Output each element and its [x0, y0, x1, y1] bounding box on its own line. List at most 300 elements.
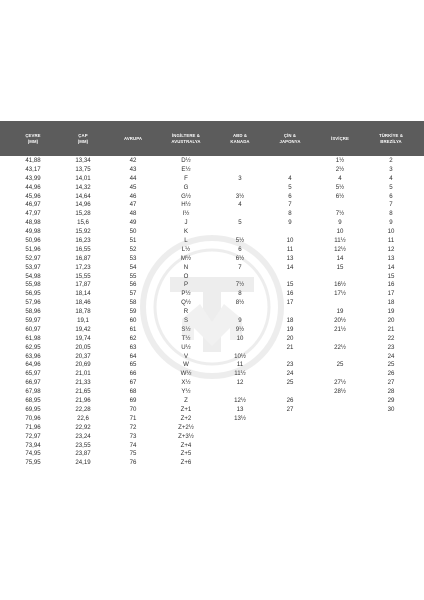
table-row	[0, 255, 424, 264]
cell-isvicre	[327, 299, 353, 308]
cell-cevre: 48,98	[25, 219, 41, 227]
cell-ingiltere: N	[183, 263, 189, 271]
cell-ingiltere: H½	[181, 201, 191, 209]
header-ingiltere-avustralya: İNGİLTERE & AVUSTRALYA	[171, 132, 201, 144]
cell-cin	[277, 388, 303, 397]
cell-cin	[277, 308, 303, 317]
cell-turkiye	[378, 450, 404, 459]
cell-cap: 21,65	[75, 388, 91, 396]
cell-cap: 23,24	[75, 432, 91, 440]
cell-abd: 3½	[235, 192, 245, 200]
cell-cevre: 65,97	[25, 370, 41, 378]
cell-cin	[277, 424, 303, 433]
table-row	[0, 246, 424, 255]
cell-isvicre: 12½	[334, 245, 346, 253]
cell-turkiye: 22	[387, 334, 395, 342]
cell-cevre: 50,96	[25, 237, 41, 245]
cell-ingiltere: G½	[181, 192, 191, 200]
table-row	[0, 308, 424, 317]
cell-ingiltere: V	[183, 352, 189, 360]
cell-abd	[227, 228, 253, 237]
table-row	[0, 442, 424, 451]
cell-cin: 9	[288, 219, 292, 227]
cell-cin: 25	[286, 379, 294, 387]
cell-isvicre	[327, 370, 353, 379]
cell-ingiltere: Q½	[181, 299, 191, 307]
cell-avrupa: 66	[129, 370, 137, 378]
cell-cevre: 70,96	[25, 414, 41, 422]
cell-turkiye: 19	[387, 308, 395, 316]
cell-avrupa: 43	[129, 165, 137, 173]
cell-ingiltere: X½	[181, 379, 191, 387]
table-row	[0, 415, 424, 424]
cell-cap: 22,6	[77, 414, 89, 422]
cell-ingiltere: K	[183, 228, 189, 236]
table-row	[0, 335, 424, 344]
table-row	[0, 450, 424, 459]
cell-abd: 6½	[235, 254, 245, 262]
cell-isvicre	[327, 415, 353, 424]
cell-turkiye: 26	[387, 370, 395, 378]
cell-isvicre	[327, 335, 353, 344]
cell-turkiye: 27	[387, 379, 395, 387]
cell-ingiltere: O	[183, 272, 189, 280]
cell-abd	[227, 308, 253, 317]
cell-abd: 8½	[235, 299, 245, 307]
cell-cap: 17,87	[75, 281, 91, 289]
cell-turkiye	[378, 459, 404, 468]
cell-turkiye: 14	[387, 263, 395, 271]
cell-isvicre: 9	[338, 219, 342, 227]
cell-avrupa: 75	[129, 450, 137, 458]
cell-cap: 22,28	[75, 405, 91, 413]
table-row	[0, 361, 424, 370]
table-header	[0, 121, 424, 156]
cell-cevre: 47,97	[25, 210, 41, 218]
cell-avrupa: 54	[129, 263, 137, 271]
cell-abd: 8	[238, 290, 242, 298]
cell-ingiltere: P½	[181, 290, 191, 298]
cell-abd: 7½	[235, 281, 245, 289]
cell-cap: 14,64	[75, 192, 91, 200]
cell-cin: 13	[286, 254, 294, 262]
cell-abd: 6	[238, 245, 242, 253]
table-row	[0, 175, 424, 184]
cell-isvicre: 21½	[334, 325, 346, 333]
table-row	[0, 397, 424, 406]
cell-ingiltere: Z+4	[180, 441, 192, 449]
cell-turkiye: 2	[389, 157, 393, 164]
cell-cevre: 74,95	[25, 450, 41, 458]
cell-isvicre	[327, 353, 353, 362]
cell-cevre: 57,96	[25, 299, 41, 307]
cell-turkiye: 12	[387, 245, 395, 253]
table-row	[0, 317, 424, 326]
cell-isvicre: 25	[336, 361, 344, 369]
cell-avrupa: 51	[129, 237, 137, 245]
cell-abd: 5	[238, 219, 242, 227]
cell-isvicre: 2½	[335, 165, 345, 173]
table-row	[0, 264, 424, 273]
cell-turkiye: 11	[387, 237, 395, 245]
cell-isvicre	[327, 397, 353, 406]
cell-avrupa: 48	[129, 210, 137, 218]
table-row	[0, 370, 424, 379]
cell-cin: 24	[286, 370, 294, 378]
cell-ingiltere: Z+1	[180, 405, 192, 413]
cell-ingiltere: J	[184, 219, 188, 227]
cell-abd: 13½	[234, 414, 246, 422]
cell-ingiltere: G	[183, 183, 189, 191]
cell-cevre: 69,95	[25, 405, 41, 413]
cell-cin: 21	[286, 343, 294, 351]
cell-avrupa: 59	[129, 308, 137, 316]
cell-abd	[227, 450, 253, 459]
cell-avrupa: 64	[129, 352, 137, 360]
cell-abd	[227, 424, 253, 433]
cell-avrupa: 68	[129, 388, 137, 396]
cell-abd: 10	[236, 334, 244, 342]
cell-isvicre: 19	[336, 308, 344, 316]
table-row	[0, 237, 424, 246]
cell-isvicre: 14	[336, 254, 344, 262]
cell-ingiltere: T½	[181, 334, 191, 342]
cell-abd	[227, 388, 253, 397]
cell-cevre: 44,96	[25, 183, 41, 191]
cell-abd: 11½	[234, 370, 246, 378]
header-isvicre: İSVİÇRE	[331, 135, 349, 141]
cell-cevre: 73,94	[25, 441, 41, 449]
cell-abd: 13	[236, 405, 244, 413]
cell-turkiye: 8	[389, 210, 393, 218]
cell-turkiye: 9	[389, 219, 393, 227]
cell-cap: 15,55	[75, 272, 91, 280]
cell-abd: 4	[238, 201, 242, 209]
cell-abd	[227, 166, 253, 175]
cell-cin: 10	[286, 237, 294, 245]
cell-isvicre: 17½	[334, 290, 346, 298]
header-cap: ÇAP (MM)	[77, 132, 89, 144]
cell-cap: 20,69	[75, 361, 91, 369]
table-row	[0, 290, 424, 299]
cell-cevre: 55,98	[25, 281, 41, 289]
cell-turkiye: 4	[389, 174, 393, 182]
cell-abd	[227, 459, 253, 468]
cell-abd	[227, 433, 253, 442]
cell-ingiltere: S½	[181, 325, 191, 333]
table-row	[0, 424, 424, 433]
table-row	[0, 388, 424, 397]
cell-avrupa: 74	[129, 441, 137, 449]
cell-cevre: 64,96	[25, 361, 41, 369]
cell-abd	[227, 157, 253, 166]
cell-avrupa: 67	[129, 379, 137, 387]
cell-cap: 20,05	[75, 343, 91, 351]
cell-ingiltere: E½	[181, 165, 191, 173]
cell-cin: 19	[286, 325, 294, 333]
cell-avrupa: 42	[129, 157, 137, 164]
cell-cap: 14,32	[75, 183, 91, 191]
cell-isvicre	[327, 433, 353, 442]
table-row	[0, 219, 424, 228]
cell-abd	[227, 184, 253, 193]
table-row	[0, 379, 424, 388]
cell-ingiltere: Z	[184, 397, 188, 405]
cell-cap: 16,55	[75, 245, 91, 253]
cell-ingiltere: M½	[180, 254, 192, 262]
cell-cap: 18,14	[75, 290, 91, 298]
cell-isvicre	[327, 459, 353, 468]
cell-cap: 15,28	[75, 210, 91, 218]
table-row	[0, 406, 424, 415]
cell-cap: 14,96	[75, 201, 91, 209]
cell-cap: 19,1	[77, 317, 89, 325]
cell-cevre: 61,98	[25, 334, 41, 342]
cell-cin: 26	[286, 397, 294, 405]
cell-cin	[277, 442, 303, 451]
cell-avrupa: 46	[129, 192, 137, 200]
cell-turkiye: 28	[387, 388, 395, 396]
cell-ingiltere: Y½	[181, 388, 191, 396]
cell-cin: 4	[288, 174, 292, 182]
cell-avrupa: 72	[129, 423, 137, 431]
cell-ingiltere: R	[183, 308, 189, 316]
cell-turkiye: 7	[389, 201, 393, 209]
cell-cap: 13,75	[75, 165, 91, 173]
table-row	[0, 281, 424, 290]
cell-cin	[277, 433, 303, 442]
cell-cap: 21,01	[75, 370, 91, 378]
cell-isvicre	[327, 201, 353, 210]
cell-cap: 24,19	[75, 459, 91, 467]
cell-avrupa: 63	[129, 343, 137, 351]
cell-cevre: 51,96	[25, 245, 41, 253]
cell-isvicre: 1½	[335, 157, 345, 164]
cell-cevre: 59,97	[25, 317, 41, 325]
cell-ingiltere: Z+5	[180, 450, 192, 458]
cell-abd: 12	[236, 379, 244, 387]
cell-avrupa: 58	[129, 299, 137, 307]
cell-isvicre: 22½	[334, 343, 346, 351]
cell-cap: 20,37	[75, 352, 91, 360]
cell-avrupa: 56	[129, 281, 137, 289]
table-row	[0, 193, 424, 202]
cell-ingiltere: Z+3½	[178, 432, 194, 440]
cell-cin: 27	[286, 405, 294, 413]
cell-isvicre	[327, 450, 353, 459]
cell-abd: 9½	[235, 325, 245, 333]
cell-ingiltere: P	[183, 281, 189, 289]
cell-cin: 16	[286, 290, 294, 298]
cell-abd: 12½	[234, 397, 246, 405]
cell-ingiltere: Z+2	[180, 414, 192, 422]
cell-avrupa: 53	[129, 254, 137, 262]
cell-cevre: 52,97	[25, 254, 41, 262]
cell-abd: 9	[238, 317, 242, 325]
cell-cevre: 58,96	[25, 308, 41, 316]
cell-cevre: 45,96	[25, 192, 41, 200]
cell-turkiye	[378, 442, 404, 451]
header-cevre: ÇEVRE (MM)	[25, 132, 41, 144]
cell-isvicre: 15	[336, 263, 344, 271]
cell-cap: 22,92	[75, 423, 91, 431]
cell-cin: 17	[286, 299, 294, 307]
cell-cap: 16,23	[75, 237, 91, 245]
cell-cin: 15	[286, 281, 294, 289]
cell-avrupa: 45	[129, 183, 137, 191]
cell-abd	[227, 210, 253, 219]
cell-isvicre: 20½	[334, 317, 346, 325]
cell-cin	[277, 166, 303, 175]
cell-turkiye: 16	[387, 281, 395, 289]
cell-avrupa: 76	[129, 459, 137, 467]
cell-cevre: 56,95	[25, 290, 41, 298]
cell-cin	[277, 353, 303, 362]
cell-isvicre: 28½	[334, 388, 346, 396]
table-row	[0, 299, 424, 308]
cell-turkiye: 5	[389, 183, 393, 191]
cell-cin	[277, 157, 303, 166]
cell-cap: 17,23	[75, 263, 91, 271]
cell-turkiye: 21	[387, 325, 395, 333]
cell-cap: 16,87	[75, 254, 91, 262]
cell-cevre: 49,98	[25, 228, 41, 236]
cell-turkiye: 30	[387, 405, 395, 413]
cell-cin: 8	[288, 210, 292, 218]
header-avrupa: AVRUPA	[123, 135, 143, 141]
cell-ingiltere: F	[184, 174, 188, 182]
table-row	[0, 326, 424, 335]
cell-cin	[277, 273, 303, 282]
cell-cevre: 43,17	[25, 165, 41, 173]
cell-ingiltere: I½	[182, 210, 190, 218]
cell-cin: 20	[286, 334, 294, 342]
cell-isvicre: 11½	[334, 237, 346, 245]
table-row	[0, 459, 424, 468]
cell-avrupa: 62	[129, 334, 137, 342]
cell-turkiye: 10	[387, 228, 395, 236]
cell-abd: 7	[238, 263, 242, 271]
cell-abd	[227, 273, 253, 282]
cell-cap: 15,6	[77, 219, 89, 227]
cell-avrupa: 65	[129, 361, 137, 369]
cell-abd: 11	[236, 361, 244, 369]
cell-cap: 21,33	[75, 379, 91, 387]
cell-cevre: 67,98	[25, 388, 41, 396]
cell-avrupa: 52	[129, 245, 137, 253]
cell-abd: 3	[238, 174, 242, 182]
cell-avrupa: 61	[129, 325, 137, 333]
cell-cin	[277, 459, 303, 468]
cell-turkiye	[378, 415, 404, 424]
cell-ingiltere: U½	[181, 343, 191, 351]
cell-ingiltere: S	[183, 317, 189, 325]
cell-isvicre: 6½	[335, 192, 345, 200]
cell-turkiye: 20	[387, 317, 395, 325]
cell-cin: 11	[286, 245, 294, 253]
cell-isvicre	[327, 406, 353, 415]
cell-avrupa: 70	[129, 405, 137, 413]
cell-ingiltere: Z+6	[180, 459, 192, 467]
cell-turkiye: 24	[387, 352, 395, 360]
cell-cap: 19,42	[75, 325, 91, 333]
cell-cin: 6	[288, 192, 292, 200]
cell-isvicre: 4	[338, 174, 342, 182]
cell-cap: 14,01	[75, 174, 91, 182]
cell-ingiltere: Z+2½	[178, 423, 194, 431]
cell-cap: 18,46	[75, 299, 91, 307]
cell-cevre: 71,96	[25, 423, 41, 431]
cell-turkiye: 23	[387, 343, 395, 351]
cell-cap: 18,78	[75, 308, 91, 316]
cell-isvicre: 7½	[335, 210, 345, 218]
cell-cin: 23	[286, 361, 294, 369]
cell-turkiye: 17	[387, 290, 395, 298]
table-row	[0, 273, 424, 282]
cell-cevre: 60,97	[25, 325, 41, 333]
cell-cevre: 63,96	[25, 352, 41, 360]
cell-abd	[227, 442, 253, 451]
cell-avrupa: 69	[129, 397, 137, 405]
table-row	[0, 210, 424, 219]
cell-turkiye: 18	[387, 299, 395, 307]
cell-cin	[277, 415, 303, 424]
header-cin-japonya: ÇİN & JAPONYA	[279, 132, 301, 144]
cell-cevre: 41,88	[25, 157, 41, 164]
cell-avrupa: 60	[129, 317, 137, 325]
cell-cevre: 46,97	[25, 201, 41, 209]
cell-cin	[277, 450, 303, 459]
cell-abd: 5½	[235, 237, 245, 245]
cell-avrupa: 50	[129, 228, 137, 236]
cell-isvicre	[327, 442, 353, 451]
table-row	[0, 166, 424, 175]
cell-avrupa: 71	[129, 414, 137, 422]
cell-turkiye: 15	[387, 272, 395, 280]
cell-avrupa: 73	[129, 432, 137, 440]
cell-isvicre: 16½	[334, 281, 346, 289]
cell-cevre: 62,95	[25, 343, 41, 351]
cell-cap: 23,87	[75, 450, 91, 458]
cell-ingiltere: W½	[180, 370, 192, 378]
cell-cevre: 75,95	[25, 459, 41, 467]
cell-cap: 21,96	[75, 397, 91, 405]
cell-cevre: 53,97	[25, 263, 41, 271]
cell-isvicre	[327, 273, 353, 282]
cell-avrupa: 47	[129, 201, 137, 209]
cell-isvicre: 5½	[335, 183, 345, 191]
cell-cevre: 72,97	[25, 432, 41, 440]
cell-turkiye: 25	[387, 361, 395, 369]
cell-cevre: 66,97	[25, 379, 41, 387]
cell-turkiye: 13	[387, 254, 395, 262]
cell-turkiye	[378, 433, 404, 442]
cell-cevre: 68,95	[25, 397, 41, 405]
cell-cin: 7	[288, 201, 292, 209]
header-turkiye-brezilya: TÜRKİYE & BREZİLYA	[378, 132, 404, 144]
table-row	[0, 344, 424, 353]
cell-cap: 15,92	[75, 228, 91, 236]
cell-cin: 5	[288, 183, 292, 191]
cell-isvicre: 10	[336, 228, 344, 236]
table-row	[0, 228, 424, 237]
cell-cevre: 43,99	[25, 174, 41, 182]
cell-avrupa: 57	[129, 290, 137, 298]
cell-turkiye: 3	[389, 165, 393, 173]
cell-cap: 13,34	[75, 157, 91, 164]
cell-turkiye: 6	[389, 192, 393, 200]
cell-turkiye	[378, 424, 404, 433]
